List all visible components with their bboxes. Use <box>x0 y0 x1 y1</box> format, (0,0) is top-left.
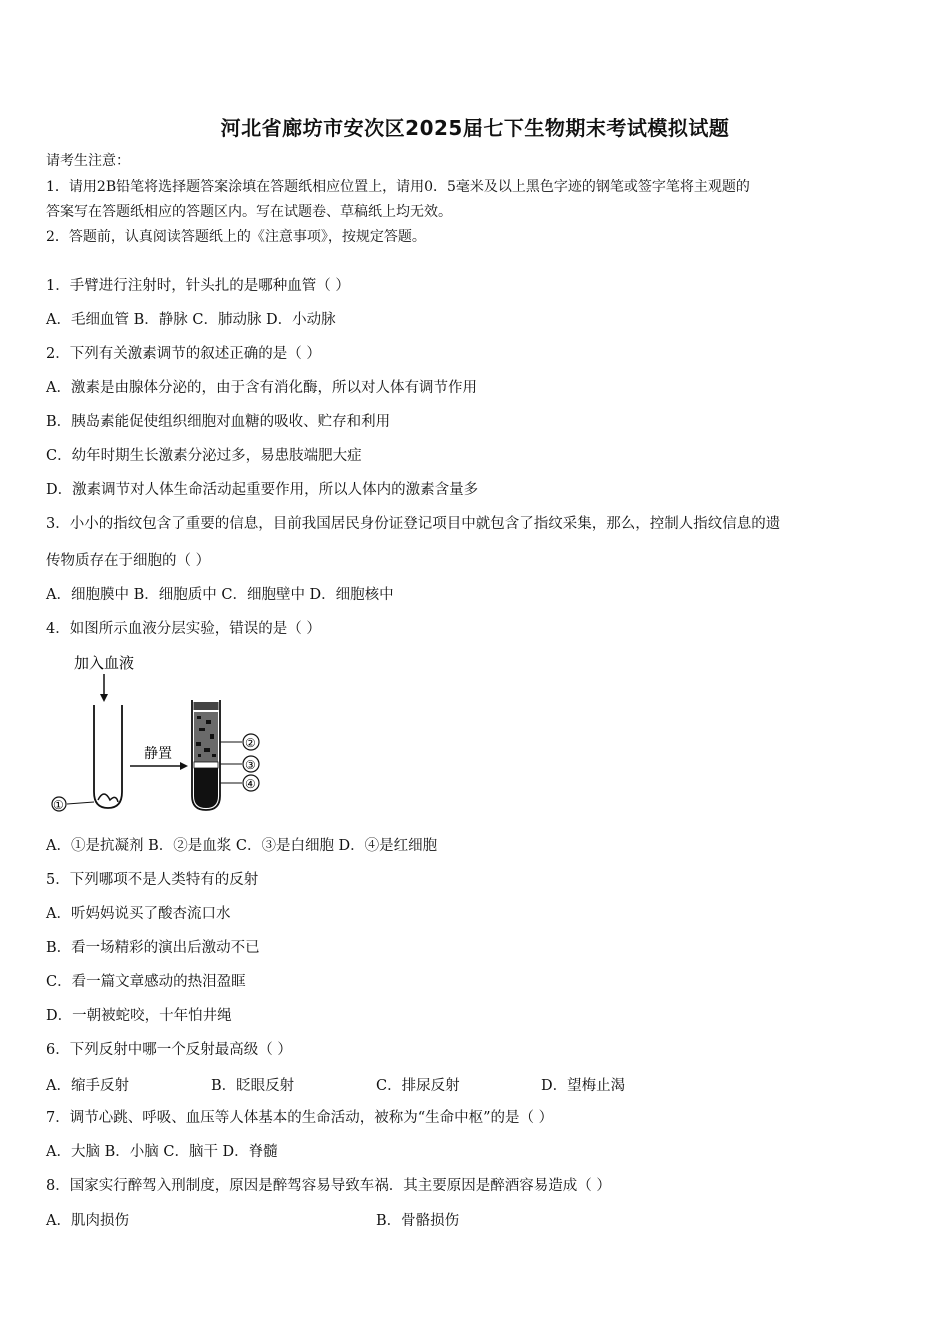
page-title: 河北省廊坊市安次区2025届七下生物期末考试模拟试题 <box>220 116 730 140</box>
question-3-stem-line-1: 3．小小的指纹包含了重要的信息，目前我国居民身份证登记项目中就包含了指纹采集，那么，控制人指纹信息的遗 <box>46 516 781 532</box>
test-tube-empty <box>94 705 122 808</box>
notice-heading: 请考生注意： <box>46 153 130 169</box>
tube-rim-shade <box>194 702 219 710</box>
question-6-option-a: A．缩手反射 <box>46 1078 129 1094</box>
marker-2: ② <box>245 736 256 750</box>
question-8-option-a: A．肌肉损伤 <box>46 1213 129 1229</box>
question-5-stem: 5．下列哪项不是人类特有的反射 <box>46 872 259 888</box>
question-6-option-b: B．眨眼反射 <box>211 1078 295 1094</box>
question-3-options: A．细胞膜中 B．细胞质中 C．细胞壁中 D．细胞核中 <box>46 587 394 603</box>
notice-item-2: 2．答题前，认真阅读答题纸上的《注意事项》，按规定答题。 <box>46 229 426 245</box>
question-5-option-d: D．一朝被蛇咬，十年怕井绳 <box>46 1008 232 1024</box>
question-2-option-a: A．激素是由腺体分泌的，由于含有消化酶，所以对人体有调节作用 <box>46 380 477 396</box>
marker-1-leader <box>67 802 94 804</box>
blood-layering-figure <box>46 650 286 820</box>
notice-item-1-line-2: 答案写在答题纸相应的答题区内。写在试题卷、草稿纸上均无效。 <box>46 204 452 220</box>
question-7-options: A．大脑 B．小脑 C．脑干 D．脊髓 <box>46 1144 278 1160</box>
question-4-options: A．①是抗凝剂 B．②是血浆 C．③是白细胞 D．④是红细胞 <box>46 838 438 854</box>
figure-label-add-blood: 加入血液 <box>74 654 135 672</box>
question-3-stem-line-2: 传物质存在于细胞的（ ） <box>46 553 211 569</box>
question-5-option-c: C．看一篇文章感动的热泪盈眶 <box>46 974 246 990</box>
question-8-stem: 8．国家实行醉驾入刑制度，原因是醉驾容易导致车祸．其主要原因是醉酒容易造成（ ） <box>46 1178 611 1194</box>
add-blood-arrowhead <box>100 694 108 702</box>
notice-item-1-line-1: 1．请用2B铅笔将选择题答案涂填在答题纸相应位置上，请用0．5毫米及以上黑色字迹的钢笔或签字笔将主观题的 <box>46 179 750 195</box>
anticoagulant-drop <box>98 794 118 802</box>
settle-arrowhead <box>180 762 188 770</box>
layer-red-cells <box>194 768 218 808</box>
question-2-option-d: D．激素调节对人体生命活动起重要作用，所以人体内的激素含量多 <box>46 482 479 498</box>
question-2-option-b: B．胰岛素能促使组织细胞对血糖的吸收、贮存和利用 <box>46 414 391 430</box>
question-6-option-d: D．望梅止渴 <box>541 1078 626 1094</box>
marker-4: ④ <box>245 777 256 791</box>
question-2-stem: 2．下列有关激素调节的叙述正确的是（ ） <box>46 346 321 362</box>
figure-label-settle: 静置 <box>144 746 172 762</box>
question-4-stem: 4．如图所示血液分层实验，错误的是（ ） <box>46 621 321 637</box>
question-8-option-b: B．骨骼损伤 <box>376 1213 460 1229</box>
layer-white-cells <box>194 762 218 768</box>
question-1-options: A．毛细血管 B．静脉 C．肺动脉 D．小动脉 <box>46 312 336 328</box>
marker-3: ③ <box>245 758 256 772</box>
marker-1: ① <box>53 798 64 812</box>
question-6-stem: 6．下列反射中哪一个反射最高级（ ） <box>46 1042 292 1058</box>
question-7-stem: 7．调节心跳、呼吸、血压等人体基本的生命活动，被称为“生命中枢”的是（ ） <box>46 1110 554 1126</box>
question-5-option-b: B．看一场精彩的演出后激动不已 <box>46 940 260 956</box>
question-5-option-a: A．听妈妈说买了酸杏流口水 <box>46 906 231 922</box>
question-1-stem: 1．手臂进行注射时，针头扎的是哪种血管（ ） <box>46 278 350 294</box>
question-2-option-c: C．幼年时期生长激素分泌过多，易患肢端肥大症 <box>46 448 362 464</box>
question-6-option-c: C．排尿反射 <box>376 1078 460 1094</box>
